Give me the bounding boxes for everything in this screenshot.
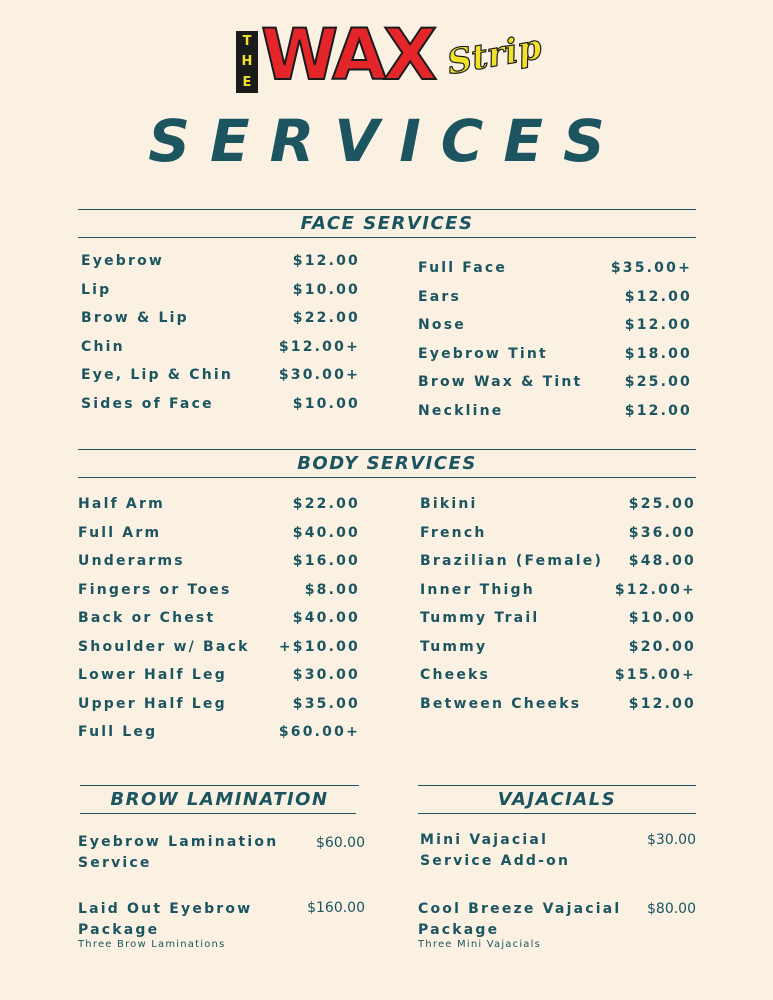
vaj-item-1-line2: Service Add-on bbox=[420, 853, 571, 869]
body-rule-top bbox=[78, 449, 696, 450]
body-left-item-price: $35.00 bbox=[292, 695, 360, 712]
vaj-item-1-name bbox=[420, 830, 570, 872]
face-left-item-row bbox=[81, 283, 360, 297]
face-left-item-name: Lip bbox=[81, 281, 112, 298]
body-left-item-row bbox=[78, 611, 360, 625]
body-left-item-name: Back or Chest bbox=[78, 610, 216, 626]
body-right-item-price: $10.00 bbox=[628, 610, 696, 626]
body-right-item-name: Brazilian (Female) bbox=[420, 553, 604, 569]
body-left-item-row bbox=[78, 583, 360, 597]
body-right-item-price: $12.00+ bbox=[614, 581, 696, 598]
face-right-item-row bbox=[418, 375, 692, 389]
vaj-item-2-line1: Cool Breeze Vajacial bbox=[418, 901, 622, 917]
face-rule-top bbox=[78, 209, 696, 210]
face-right-item-row bbox=[418, 347, 692, 361]
logo-strip: Strip bbox=[444, 27, 545, 83]
face-left-item-name: Sides of Face bbox=[81, 395, 214, 412]
body-right-item-name: French bbox=[420, 524, 487, 541]
body-left-item-price: $30.00 bbox=[292, 667, 360, 683]
vajacials-heading: VAJACIALS bbox=[497, 789, 617, 810]
body-left-item-name: Half Arm bbox=[78, 496, 165, 512]
brow-rule-top bbox=[80, 785, 359, 786]
vaj-rule-bottom bbox=[418, 813, 696, 814]
face-left-item-row bbox=[81, 254, 360, 268]
face-left-item-price: $12.00+ bbox=[278, 338, 360, 355]
face-right-item-row bbox=[418, 404, 692, 418]
body-right-item-name: Cheeks bbox=[420, 667, 491, 683]
body-right-item-row bbox=[420, 697, 696, 711]
body-left-item-price: $16.00 bbox=[292, 553, 360, 569]
body-right-item-name: Inner Thigh bbox=[420, 581, 535, 598]
brow-item-1-name bbox=[78, 832, 278, 874]
face-left-item-price: $30.00+ bbox=[278, 367, 360, 383]
face-rule-bottom bbox=[78, 237, 696, 238]
body-right-item-price: $36.00 bbox=[628, 524, 696, 541]
face-right-item-price: $12.00 bbox=[624, 317, 692, 333]
face-right-item-name: Brow Wax & Tint bbox=[418, 374, 583, 390]
vaj-item-2-name bbox=[418, 899, 621, 941]
face-left-item-price: $10.00 bbox=[292, 395, 360, 412]
face-right-item-price: $25.00 bbox=[624, 374, 692, 390]
face-right-item-row bbox=[418, 290, 692, 304]
body-left-item-name: Full Leg bbox=[78, 724, 158, 740]
body-left-item-name: Full Arm bbox=[78, 524, 162, 541]
body-left-item-row bbox=[78, 640, 360, 654]
brow-item-2-name bbox=[78, 899, 252, 941]
vaj-item-2-price: $80.00 bbox=[647, 901, 696, 917]
face-right-item-price: $18.00 bbox=[624, 345, 692, 362]
face-right-item-name: Nose bbox=[418, 317, 466, 333]
face-right-item-row bbox=[418, 318, 692, 332]
face-left-item-name: Brow & Lip bbox=[81, 310, 189, 326]
body-rule-bottom bbox=[78, 477, 696, 478]
face-left-item-name: Chin bbox=[81, 338, 125, 355]
face-right-item-name: Eyebrow Tint bbox=[418, 345, 548, 362]
face-right-item-price: $12.00 bbox=[624, 288, 692, 305]
face-left-item-row bbox=[81, 368, 360, 382]
body-right-item-row bbox=[420, 611, 696, 625]
body-left-item-price: +$10.00 bbox=[278, 638, 360, 655]
body-left-item-name: Fingers or Toes bbox=[78, 581, 232, 598]
vaj-item-1-price: $30.00 bbox=[647, 832, 696, 848]
body-right-item-row bbox=[420, 554, 696, 568]
body-right-item-price: $25.00 bbox=[628, 496, 696, 512]
body-right-item-name: Bikini bbox=[420, 496, 478, 512]
face-left-item-name: Eye, Lip & Chin bbox=[81, 367, 234, 383]
body-left-item-price: $40.00 bbox=[292, 524, 360, 541]
body-left-item-price: $40.00 bbox=[292, 610, 360, 626]
logo-the-h: H bbox=[241, 54, 253, 70]
face-left-item-price: $22.00 bbox=[292, 310, 360, 326]
body-right-item-price: $20.00 bbox=[628, 638, 696, 655]
face-right-item-row bbox=[418, 261, 692, 275]
logo-the-t: T bbox=[242, 33, 252, 49]
body-left-item-name: Upper Half Leg bbox=[78, 695, 227, 712]
body-left-item-price: $22.00 bbox=[292, 496, 360, 512]
page-title: SERVICES bbox=[148, 107, 625, 175]
body-right-item-row bbox=[420, 497, 696, 511]
body-right-item-row bbox=[420, 526, 696, 540]
logo-wax: WAX bbox=[261, 14, 435, 96]
face-services-heading: FACE SERVICES bbox=[300, 213, 474, 234]
body-left-item-name: Lower Half Leg bbox=[78, 667, 227, 683]
body-left-item-row bbox=[78, 497, 360, 511]
face-left-item-price: $12.00 bbox=[292, 253, 360, 269]
face-right-item-price: $35.00+ bbox=[610, 260, 692, 276]
body-right-item-name: Tummy bbox=[420, 638, 488, 655]
brow-item-2-note: Three Brow Laminations bbox=[78, 939, 226, 950]
body-right-item-row bbox=[420, 668, 696, 682]
logo-the-badge bbox=[236, 31, 258, 93]
face-right-item-price: $12.00 bbox=[624, 402, 692, 419]
body-left-item-price: $8.00 bbox=[304, 581, 360, 598]
body-right-item-price: $12.00 bbox=[628, 695, 696, 712]
body-left-item-row bbox=[78, 697, 360, 711]
brow-item-1-line1: Eyebrow Lamination bbox=[78, 834, 279, 850]
body-left-item-row bbox=[78, 554, 360, 568]
body-left-item-row bbox=[78, 526, 360, 540]
brow-item-2-line2: Package bbox=[78, 922, 160, 938]
brow-rule-bottom bbox=[80, 813, 356, 814]
body-left-item-price: $60.00+ bbox=[278, 724, 360, 740]
brow-item-2-price: $160.00 bbox=[307, 900, 365, 916]
brow-item-1-price: $60.00 bbox=[316, 835, 365, 851]
face-right-item-name: Neckline bbox=[418, 402, 504, 419]
body-left-item-row bbox=[78, 668, 360, 682]
body-right-item-name: Tummy Trail bbox=[420, 610, 540, 626]
face-left-item-row bbox=[81, 397, 360, 411]
body-right-item-price: $15.00+ bbox=[614, 667, 696, 683]
face-left-item-price: $10.00 bbox=[292, 281, 360, 298]
brow-lamination-heading: BROW LAMINATION bbox=[110, 789, 329, 810]
logo-the-e: E bbox=[242, 75, 252, 91]
body-right-item-name: Between Cheeks bbox=[420, 695, 582, 712]
body-left-item-row bbox=[78, 725, 360, 739]
face-left-item-row bbox=[81, 340, 360, 354]
brow-item-1-line2: Service bbox=[78, 855, 152, 871]
body-right-item-row bbox=[420, 583, 696, 597]
face-right-item-name: Full Face bbox=[418, 260, 508, 276]
face-right-item-name: Ears bbox=[418, 288, 462, 305]
vaj-item-2-note: Three Mini Vajacials bbox=[418, 939, 542, 950]
face-left-item-row bbox=[81, 311, 360, 325]
body-right-item-row bbox=[420, 640, 696, 654]
brow-item-2-line1: Laid Out Eyebrow bbox=[78, 901, 253, 917]
face-left-item-name: Eyebrow bbox=[81, 253, 165, 269]
body-right-item-price: $48.00 bbox=[628, 553, 696, 569]
body-services-heading: BODY SERVICES bbox=[297, 453, 477, 474]
vaj-item-2-line2: Package bbox=[418, 922, 500, 938]
vaj-rule-top bbox=[418, 785, 696, 786]
body-left-item-name: Underarms bbox=[78, 553, 185, 569]
vaj-item-1-line1: Mini Vajacial bbox=[420, 832, 549, 848]
body-left-item-name: Shoulder w/ Back bbox=[78, 638, 250, 655]
